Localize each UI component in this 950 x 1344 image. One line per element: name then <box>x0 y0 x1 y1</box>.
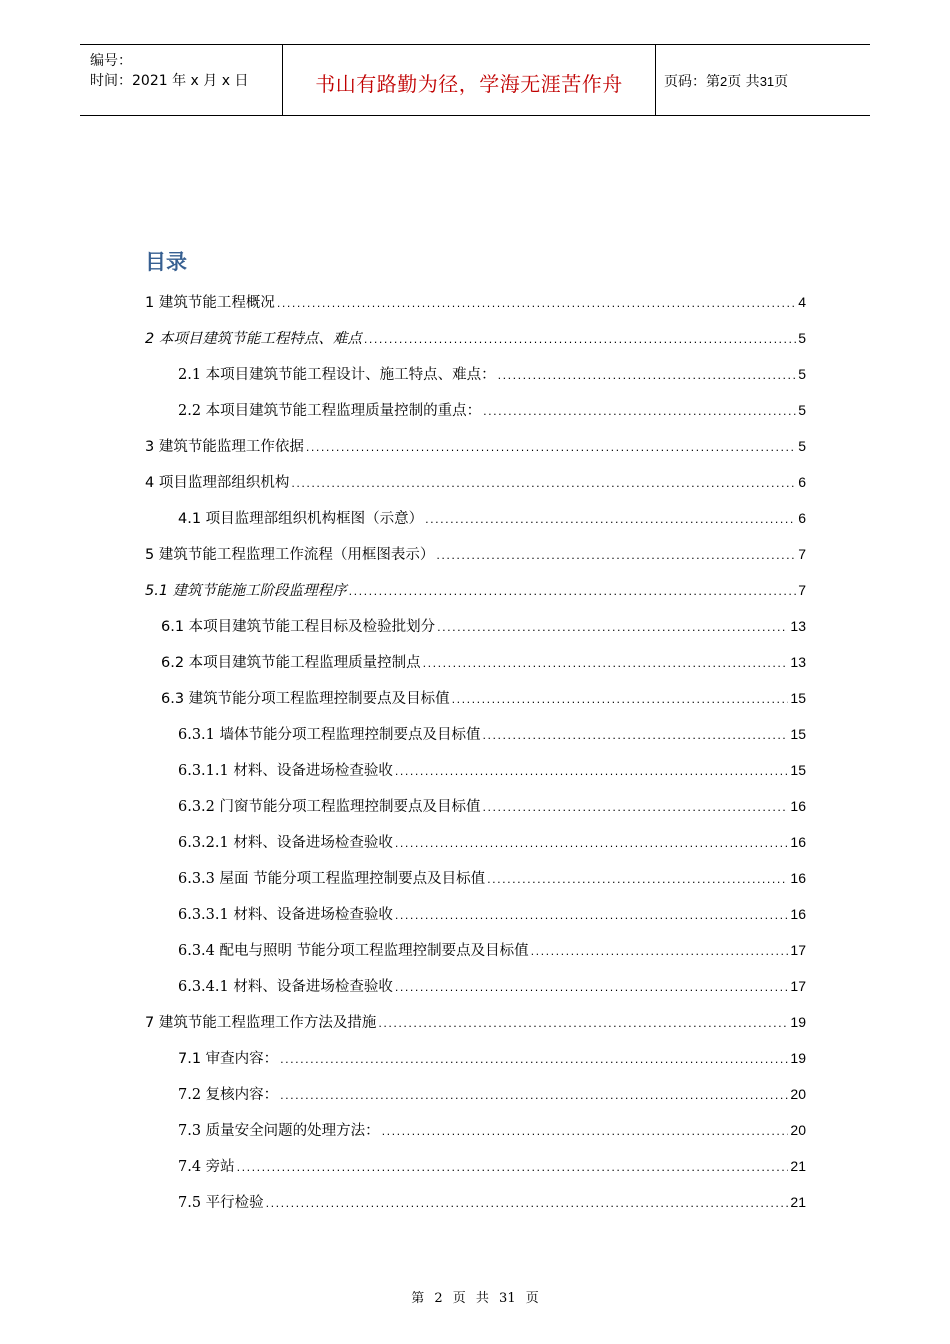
toc-entry[interactable]: 4 项目监理部组织机构 ..... 6 <box>145 470 806 494</box>
document-number: 编号： <box>90 53 132 69</box>
toc-entry[interactable]: 6.3.3 屋面 节能分项工程监理控制要点及目标值 ..... 16 <box>178 866 806 890</box>
document-date: 时间：2021 年 x 月 x 日 <box>90 73 249 89</box>
toc-entry[interactable]: 6.2 本项目建筑节能工程监理质量控制点 ..... 13 <box>161 650 806 674</box>
toc-entry[interactable]: 2.2 本项目建筑节能工程监理质量控制的重点： ..... 5 <box>178 398 806 422</box>
toc-entry[interactable]: 4.1 项目监理部组织机构框图（示意） ..... 6 <box>178 506 806 530</box>
toc-entry[interactable]: 6.3.2 门窗节能分项工程监理控制要点及目标值 ..... 16 <box>178 794 806 818</box>
toc-entry[interactable]: 7.3 质量安全问题的处理方法： ..... 20 <box>178 1118 806 1142</box>
toc-entry[interactable]: 7 建筑节能工程监理工作方法及措施 ..... 19 <box>145 1010 806 1034</box>
toc-entry[interactable]: 6.1 本项目建筑节能工程目标及检验批划分 ..... 13 <box>161 614 806 638</box>
toc-entry[interactable]: 6.3.4 配电与照明 节能分项工程监理控制要点及目标值 ..... 17 <box>178 938 806 962</box>
toc-entry[interactable]: 2 本项目建筑节能工程特点、难点 ..... 5 <box>145 326 806 350</box>
toc-entry[interactable]: 7.2 复核内容： ..... 20 <box>178 1082 806 1106</box>
toc-entry[interactable]: 2.1 本项目建筑节能工程设计、施工特点、难点： ..... 5 <box>178 362 806 386</box>
header-motto: 书山有路勤为径，学海无涯苦作舟 <box>315 72 623 96</box>
toc-entry[interactable]: 6.3.1.1 材料、设备进场检查验收 ..... 15 <box>178 758 806 782</box>
toc-entry[interactable]: 5 建筑节能工程监理工作流程（用框图表示） ..... 7 <box>145 542 806 566</box>
page-header <box>80 44 870 116</box>
toc-entry[interactable]: 6.3.2.1 材料、设备进场检查验收 ..... 16 <box>178 830 806 854</box>
toc-entry[interactable]: 3 建筑节能监理工作依据 ..... 5 <box>145 434 806 458</box>
toc-entry[interactable]: 6.3 建筑节能分项工程监理控制要点及目标值 ..... 15 <box>161 686 806 710</box>
toc-entry[interactable]: 6.3.4.1 材料、设备进场检查验收 ..... 17 <box>178 974 806 998</box>
header-page-code: 页码：第2页 共31页 <box>664 74 789 90</box>
toc-entry[interactable]: 7.5 平行检验 ..... 21 <box>178 1190 806 1214</box>
toc-entry[interactable]: 5.1 建筑节能施工阶段监理程序 ..... 7 <box>145 578 806 602</box>
header-meta <box>90 51 248 91</box>
header-divider <box>655 45 656 115</box>
toc-title: 目录 <box>145 250 187 274</box>
toc-entry[interactable]: 1 建筑节能工程概况 ..... 4 <box>145 290 806 314</box>
toc-entry[interactable]: 6.3.3.1 材料、设备进场检查验收 ..... 16 <box>178 902 806 926</box>
page-footer: 第 2 页 共 31 页 <box>411 1291 539 1306</box>
toc-entry[interactable]: 6.3.1 墙体节能分项工程监理控制要点及目标值 ..... 15 <box>178 722 806 746</box>
toc-entry[interactable]: 7.1 审查内容： ..... 19 <box>178 1046 806 1070</box>
toc-entry[interactable]: 7.4 旁站 ..... 21 <box>178 1154 806 1178</box>
